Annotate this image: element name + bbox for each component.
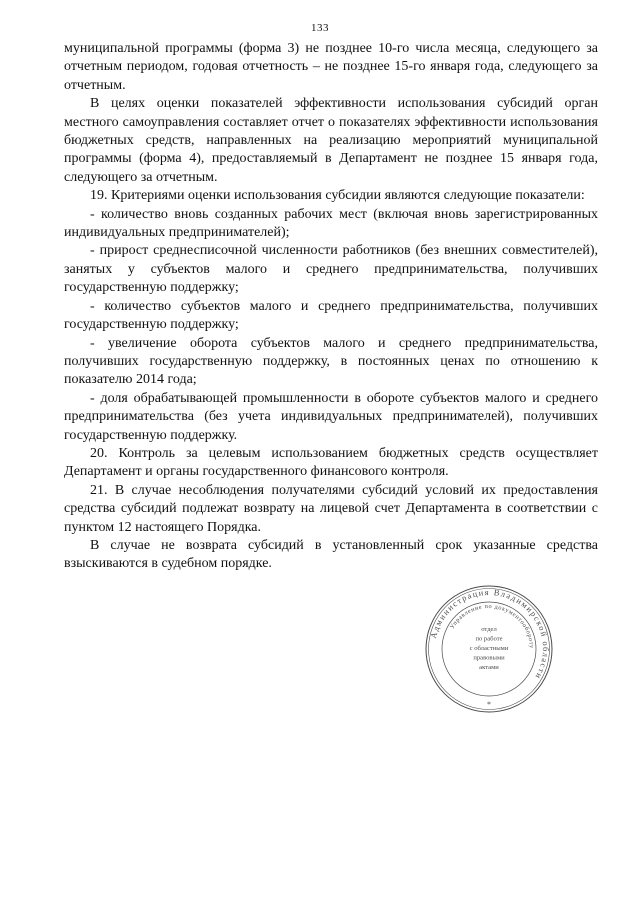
page-number: 133 xyxy=(311,22,329,34)
paragraph: В случае не возврата субсидий в установленный срок указанные средства взыскиваются в судебном порядке. xyxy=(64,537,598,572)
list-item: - количество вновь созданных рабочих мест (включая вновь зарегистрированных индивидуальных предпринимателей); xyxy=(64,206,598,241)
list-item: - количество субъектов малого и среднего предпринимательства, получивших государственную поддержку; xyxy=(64,298,598,333)
paragraph: 21. В случае несоблюдения получателями субсидий условий их предоставления средства субсидий подлежат возврату на лицевой счет Департамента в соответствии с пунктом 12 настоящего Порядка. xyxy=(64,482,598,535)
stamp-center-line: отдел xyxy=(481,626,497,633)
stamp-star-icon: * xyxy=(487,700,491,709)
stamp-center-line: правовыми xyxy=(473,654,505,662)
paragraph: муниципальной программы (форма 3) не позднее 10-го числа месяца, следующего за отчетным периодом, годовая отчетность – не позднее 15-го января года, следующего за отчетным. xyxy=(64,41,598,93)
list-item: - доля обрабатывающей промышленности в обороте субъектов малого и среднего предпринимательства (без учета индивидуальных предпринимателей), получивших государственную поддержку. xyxy=(64,390,598,443)
official-stamp xyxy=(424,584,554,714)
stamp-inner-text: Управление по документообороту xyxy=(448,602,536,649)
paragraph: 20. Контроль за целевым использованием бюджетных средств осуществляет Департамент и органы государственного финансового контроля. xyxy=(64,445,598,480)
stamp-center-line: актами xyxy=(479,664,499,671)
paragraph: 19. Критериями оценки использования субсидии являются следующие показатели: xyxy=(90,188,585,204)
document-body xyxy=(64,40,598,574)
stamp-center-line: по работе xyxy=(475,635,503,643)
stamp-center-line: с областными xyxy=(469,645,509,652)
paragraph: В целях оценки показателей эффективности использования субсидий орган местного самоуправления составляет отчет о показателях эффективности использования бюджетных средств, направленных на реализацию мероприятий муниципальной программы (форма 4), предоставляемый в Департамент не позднее 15 января года, следующего за отчетным. xyxy=(64,96,598,185)
list-item: - прирост среднесписочной численности работников (без внешних совместителей), занятых у субъектов малого и среднего предпринимательства, получивших государственную поддержку; xyxy=(64,243,598,296)
stamp-seal xyxy=(424,584,554,714)
list-item: - увеличение оборота субъектов малого и среднего предпринимательства, получивших государственную поддержку, в постоянных ценах по отношению к показателю 2014 года; xyxy=(64,335,598,388)
stamp-outer-text: Администрация Владимирской области xyxy=(429,587,551,682)
